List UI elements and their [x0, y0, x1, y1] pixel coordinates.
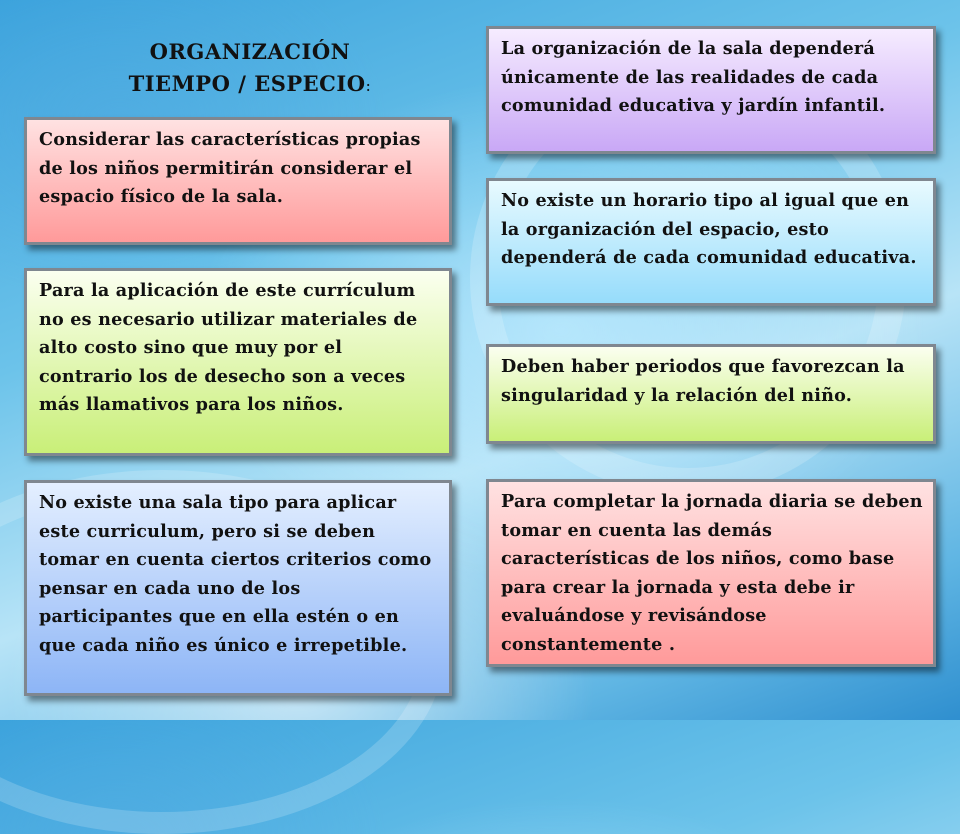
- note-text: Para la aplicación de este currículum no es necesario utilizar materiales de alto costo sino que muy por el contrario los de desecho son a veces más llamativos para los niños.: [39, 280, 418, 415]
- title-line-2: TIEMPO / ESPECIO:: [128, 71, 372, 96]
- title-line-1: ORGANIZACIÓN: [149, 39, 351, 64]
- note-box-materials: [24, 268, 452, 456]
- note-text: No existe una sala tipo para aplicar este curriculum, pero si se deben tomar en cuenta ciertos criterios como pensar en cada uno de los participantes que en ella estén o en que cada niño es único e irrepetible.: [39, 492, 432, 656]
- note-box-schedule: [486, 178, 936, 306]
- note-box-room-type: [24, 480, 452, 696]
- note-box-room-organization: [486, 26, 936, 154]
- note-text: No existe un horario tipo al igual que en la organización del espacio, esto dependerá de cada comunidad educativa.: [501, 190, 917, 268]
- note-box-periods: [486, 344, 936, 444]
- note-text: Para completar la jornada diaria se deben tomar en cuenta las demás características de los niños, como base para crear la jornada y esta debe ir evaluándose y revisándose constantemente .: [501, 491, 923, 655]
- title-colon: :: [365, 76, 372, 95]
- slide-title: [80, 36, 420, 102]
- note-box-space-characteristics: [24, 117, 452, 245]
- note-text: Deben haber periodos que favorezcan la singularidad y la relación del niño.: [501, 356, 905, 406]
- note-text: Considerar las características propias de los niños permitirán considerar el espacio físico de la sala.: [39, 129, 421, 207]
- note-text: La organización de la sala dependerá únicamente de las realidades de cada comunidad educativa y jardín infantil.: [501, 38, 886, 116]
- note-box-daily-schedule: [486, 479, 936, 667]
